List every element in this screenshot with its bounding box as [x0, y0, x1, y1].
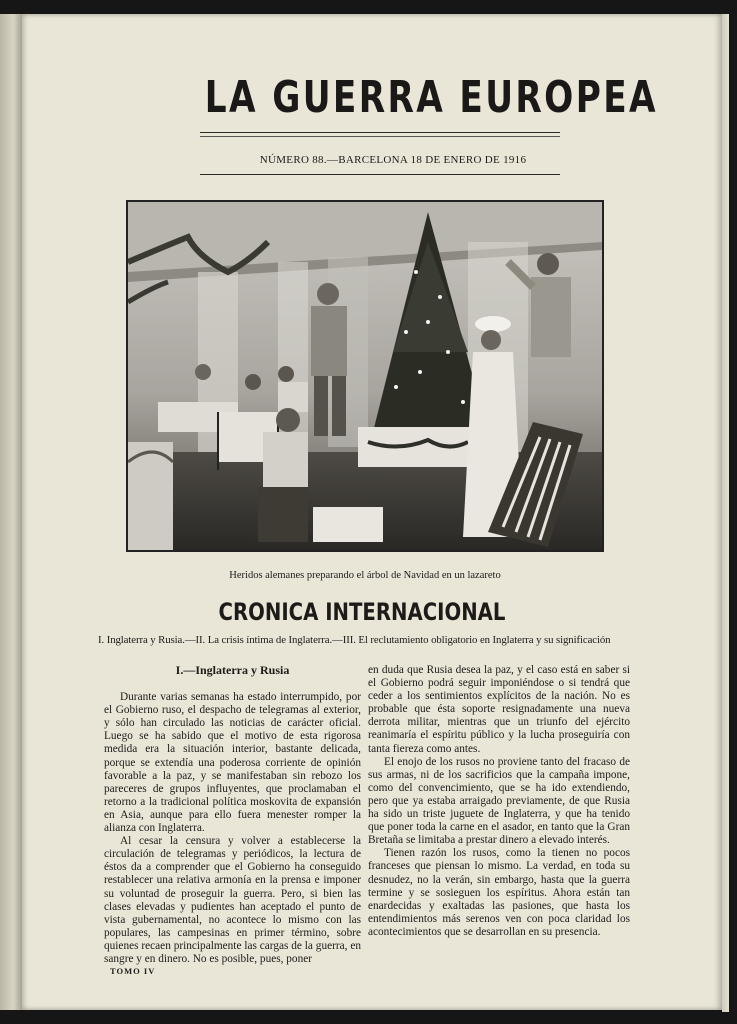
issue-number: NÚMERO 88.: [259, 154, 327, 166]
column-left: [104, 662, 361, 966]
paragraph: Tienen razón los rusos, como la tienen no pocos franceses que piensan lo mismo. La verdad, en toda su desnudez, no la verán, sin embargo, hasta que la guerra termine y se sosieguen los espíritus. Ahora están tan enardecidas y exaltadas las pasiones, que hasta los entendimientos más serenos ven con poca claridad los acontecimientos que se desarrollan en su presencia.: [368, 847, 630, 938]
column-right: [368, 664, 630, 939]
paragraph: Al cesar la censura y volver a establecerse la circulación de telegramas y periódicos, la lectura de éstos da a comprender que el Gobierno ha conseguido restablecer una relativa armonía en la prensa e imponer su voluntad de proseguir la guerra. Pero, si bien las clases elevadas y pudientes han aceptado el punto de vista gubernamental, no acontece lo mismo con las populares, las campesinas en primer término, sobre quienes recaen principalmente las cargas de la guerra, en sangre y en dinero. No es posible, pues, poner: [104, 835, 361, 965]
magazine-page: [22, 14, 722, 1010]
issue-line: [227, 154, 559, 166]
paragraph: Durante varias semanas ha estado interrumpido, por el Gobierno ruso, el despacho de telegramas al exterior, y sólo han circulado las noticias de carácter oficial. Luego se ha sabido que el motivo de esta rigorosa medida era la situación interior, bastante delicada, porque se extendía una poderosa corriente de opinión favorable a la paz, y se manifestaban sin rebozo los pareceres de grupos influyentes, que proclamaban el retorno a la tradicional política moskovita de expansión en Asia, aunque para ello fuera menester romper la alianza con Inglaterra.: [104, 691, 361, 835]
masthead-rule-top-thin: [200, 136, 560, 137]
page-fore-edge: [722, 14, 729, 1012]
issue-date: —BARCELONA 18 DE ENERO DE 1916: [326, 154, 527, 166]
article-summary: I. Inglaterra y Rusia.—II. La crisis íntima de Inglaterra.—III. El reclutamiento obligatorio en Inglaterra y su significación: [98, 634, 611, 646]
article-subheading: I.—Inglaterra y Rusia: [175, 663, 290, 677]
facing-page-edge: [0, 14, 23, 1010]
paragraph: El enojo de los rusos no proviene tanto del fracaso de sus armas, ni de los sacrificios que la campaña impone, como del convencimiento, que se ha ido extendiendo, pero que ya estaba arraigado previamente, de que Rusia ha sido un triste juguete de Inglaterra, y que ha tenido que poner toda la carne en el asador, en tanto que la Gran Bretaña se limitaba a prestar dinero a elevado interés.: [368, 755, 630, 847]
christmas-tree-photo: [126, 200, 604, 552]
volume-label: TOMO IV: [110, 966, 156, 976]
paragraph: en duda que Rusia desea la paz, y el caso está en saber si el Gobierno podrá seguir imponiéndose o si tendrá que ceder a los sentimientos explícitos de la nación. No es probable que ésta soporte resignadamente una nueva derrota militar, mientras que un triunfo del ejército reanimaría el espíritu público y la lucha proseguiría con tanta fiereza como antes.: [368, 664, 630, 755]
photo-illustration: [128, 202, 602, 550]
masthead-rule-bottom: [200, 174, 560, 175]
photo-caption: Heridos alemanes preparando el árbol de Navidad en un lazareto: [229, 570, 501, 581]
article-title: CRONICA INTERNACIONAL: [218, 598, 506, 626]
masthead-title: LA GUERRA EUROPEA: [204, 72, 658, 123]
masthead-rule-top: [200, 132, 560, 133]
